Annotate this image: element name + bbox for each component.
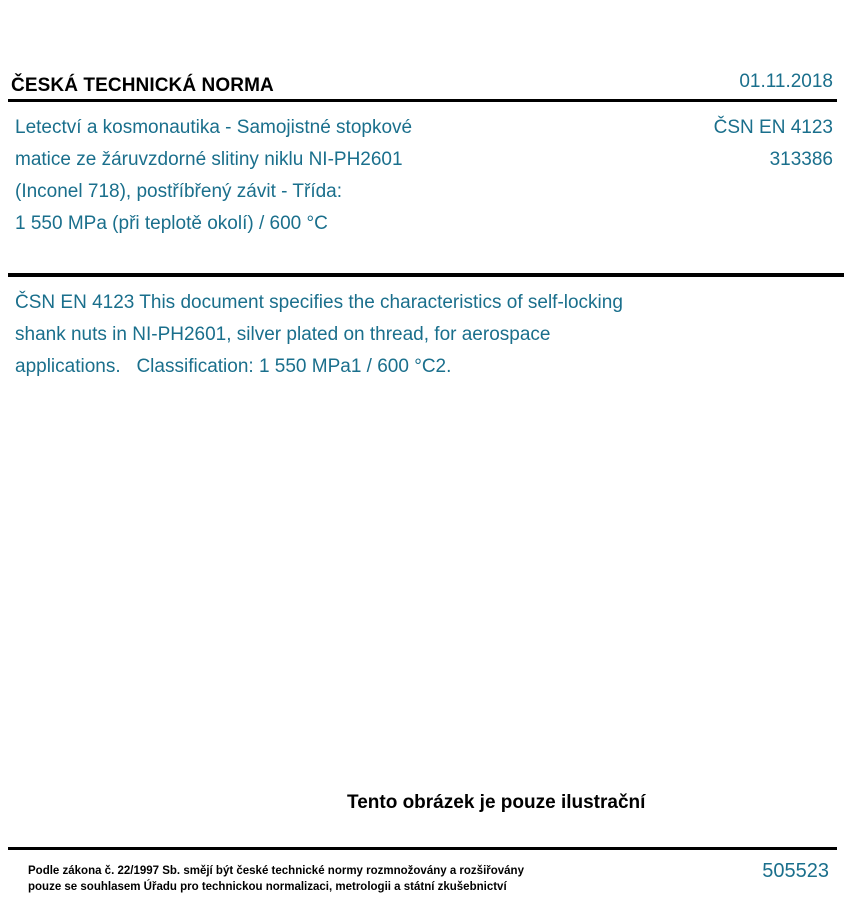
illustration-note: Tento obrázek je pouze ilustrační [347, 792, 646, 813]
description-line: ČSN EN 4123 This document specifies the characteristics of self-locking [15, 292, 623, 313]
page-heading: ČESKÁ TECHNICKÁ NORMA [11, 75, 274, 96]
legal-notice-line: Podle zákona č. 22/1997 Sb. smějí být české technické normy rozmnožovány a rozšiřovány [28, 865, 524, 877]
issue-date: 01.11.2018 [739, 71, 833, 92]
title-line: Letectví a kosmonautika - Samojistné stopkové [15, 117, 413, 138]
standard-code: ČSN EN 4123 [713, 117, 833, 138]
header-divider [8, 99, 837, 102]
section-divider [8, 273, 844, 277]
title-line: 1 550 MPa (při teplotě okolí) / 600 °C [15, 213, 328, 234]
description-line: applications. Classification: 1 550 MPa1 / 600 °C2. [15, 356, 452, 377]
legal-notice-line: pouze se souhlasem Úřadu pro technickou normalizaci, metrologii a státní zkušebnictví [28, 881, 507, 893]
title-line: matice ze žáruvzdorné slitiny niklu NI-PH2601 [15, 149, 403, 170]
description-line: shank nuts in NI-PH2601, silver plated on thread, for aerospace [15, 324, 551, 345]
catalog-number: 505523 [762, 860, 829, 882]
class-number: 313386 [769, 149, 833, 170]
footer-divider [8, 847, 837, 850]
title-line: (Inconel 718), postříbřený závit - Třída: [15, 181, 343, 202]
